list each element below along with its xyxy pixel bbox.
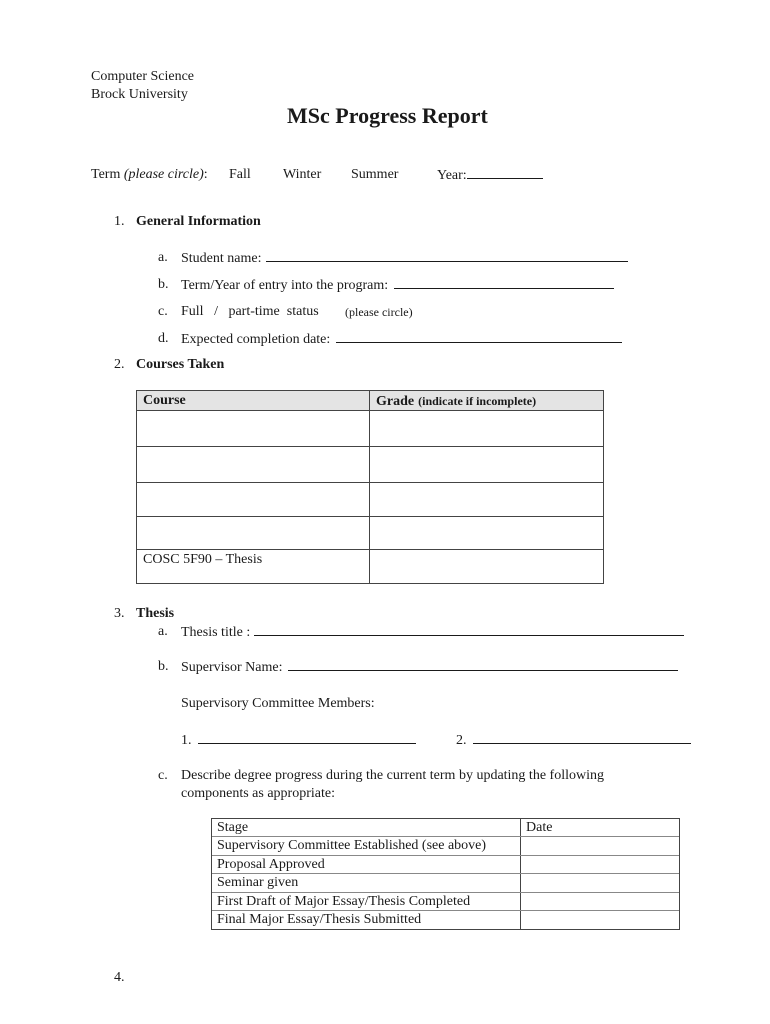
progress-letter: c. [158, 768, 168, 783]
table-row[interactable] [212, 893, 679, 911]
item-b-letter: b. [158, 277, 169, 292]
section3-heading: Thesis [136, 606, 175, 621]
grade-cell[interactable] [370, 550, 603, 584]
completion-date-blank[interactable] [336, 330, 622, 343]
date-cell[interactable] [521, 856, 679, 873]
supervisor-letter: b. [158, 659, 169, 674]
section1-number: 1. [114, 214, 125, 229]
item-c-letter: c. [158, 304, 168, 319]
date-cell[interactable] [521, 874, 679, 891]
stage-cell: Final Major Essay/Thesis Submitted [212, 911, 521, 929]
table-row[interactable] [137, 517, 603, 550]
grade-cell[interactable] [370, 483, 603, 516]
table-row[interactable] [212, 837, 679, 855]
section2-number: 2. [114, 357, 125, 372]
stage-cell: Proposal Approved [212, 856, 521, 873]
grade-cell[interactable] [370, 517, 603, 549]
table-row[interactable] [212, 911, 679, 929]
table-row[interactable] [137, 447, 603, 483]
stage-column-header: Stage [212, 819, 521, 836]
term-note: (please circle) [123, 167, 204, 182]
member-1-number: 1. [181, 733, 192, 748]
item-d-letter: d. [158, 331, 169, 346]
table-row[interactable] [137, 411, 603, 447]
thesis-title-letter: a. [158, 624, 168, 639]
table-row[interactable] [212, 856, 679, 874]
table-row[interactable] [137, 483, 603, 517]
term-label: Term [91, 167, 121, 182]
student-name-field[interactable] [181, 249, 628, 267]
year-label: Year: [437, 168, 467, 183]
department-name: Computer Science [91, 69, 195, 84]
term-option-summer[interactable]: Summer [351, 167, 399, 182]
progress-instruction-line1: Describe degree progress during the current term by updating the following [181, 768, 604, 783]
date-cell[interactable] [521, 837, 679, 854]
thesis-title-field[interactable] [181, 623, 684, 641]
page-title: MSc Progress Report [287, 103, 488, 128]
committee-member-1-field[interactable] [181, 731, 416, 749]
university-name: Brock University [91, 87, 188, 102]
section1-heading: General Information [136, 214, 261, 229]
table-row[interactable] [212, 874, 679, 892]
grade-header-note: (indicate if incomplete) [418, 394, 537, 408]
grade-header-label: Grade [376, 394, 415, 409]
completion-date-label: Expected completion date: [181, 332, 331, 347]
status-note: (please circle) [345, 305, 413, 319]
year-blank[interactable] [467, 166, 543, 179]
date-cell[interactable] [521, 893, 679, 910]
courses-table-header [137, 391, 603, 411]
member-2-number: 2. [456, 733, 467, 748]
stage-cell: First Draft of Major Essay/Thesis Completed [212, 893, 521, 910]
progress-instruction-line2: components as appropriate: [181, 786, 335, 801]
section3-number: 3. [114, 606, 125, 621]
grade-cell[interactable] [370, 447, 603, 482]
course-cell[interactable] [137, 483, 370, 516]
supervisor-name-blank[interactable] [288, 658, 678, 671]
completion-date-field[interactable] [181, 330, 622, 348]
stage-cell: Supervisory Committee Established (see above) [212, 837, 521, 854]
student-name-label: Student name: [181, 251, 262, 266]
status-options[interactable]: Full / part-time status [181, 304, 319, 319]
term-option-fall[interactable]: Fall [229, 167, 251, 182]
stage-table-header [212, 819, 679, 837]
year-field[interactable] [437, 166, 543, 184]
course-cell[interactable] [137, 411, 370, 446]
course-cell[interactable] [137, 517, 370, 549]
term-label-group [91, 166, 208, 183]
thesis-title-blank[interactable] [254, 623, 684, 636]
committee-member-2-field[interactable] [456, 731, 691, 749]
supervisor-name-label: Supervisor Name: [181, 660, 283, 675]
course-column-header: Course [137, 391, 370, 410]
entry-term-blank[interactable] [394, 276, 614, 289]
table-row[interactable] [137, 550, 603, 584]
thesis-title-label: Thesis title : [181, 625, 251, 640]
section4-number: 4. [114, 970, 125, 985]
date-column-header: Date [526, 820, 553, 835]
student-name-blank[interactable] [266, 249, 628, 262]
stage-cell: Seminar given [212, 874, 521, 891]
grade-column-header [370, 391, 603, 410]
member-2-blank[interactable] [473, 731, 691, 744]
course-cell-thesis[interactable]: COSC 5F90 – Thesis [137, 550, 370, 584]
item-a-letter: a. [158, 250, 168, 265]
entry-term-label: Term/Year of entry into the program: [181, 278, 389, 293]
grade-cell[interactable] [370, 411, 603, 446]
supervisor-name-field[interactable] [181, 658, 678, 676]
committee-label: Supervisory Committee Members: [181, 696, 375, 711]
member-1-blank[interactable] [198, 731, 416, 744]
date-cell[interactable] [521, 911, 679, 929]
course-cell[interactable] [137, 447, 370, 482]
section2-heading: Courses Taken [136, 357, 225, 372]
term-colon: : [203, 167, 208, 182]
courses-table [136, 390, 604, 584]
term-option-winter[interactable]: Winter [283, 167, 322, 182]
entry-term-field[interactable] [181, 276, 614, 294]
stage-table [211, 818, 680, 930]
